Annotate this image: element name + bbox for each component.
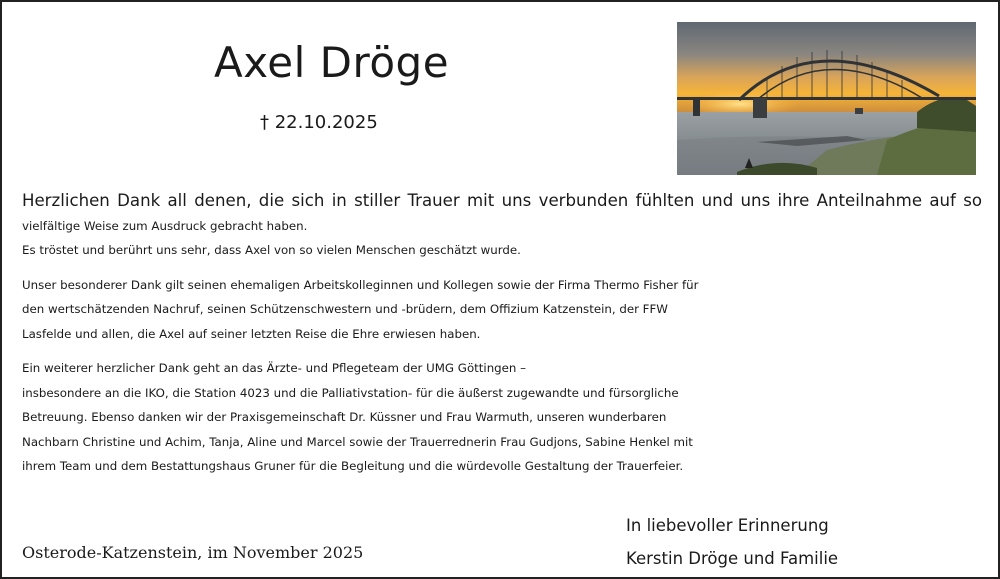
text-line: den wertschätzenden Nachruf, seinen Schützenschwestern und -brüdern, dem Offizium Katzenstein, der FFW	[22, 302, 668, 316]
text-line: Betreuung. Ebenso danken wir der Praxisgemeinschaft Dr. Küssner und Frau Warmuth, unseren wunderbaren	[22, 410, 667, 424]
text-line: insbesondere an die IKO, die Station 4023 und die Palliativstation- für die äußerst zugewandte und fürsorgliche	[22, 385, 679, 400]
bridge-sunset-photo	[677, 22, 976, 175]
text-line: Herzlichen Dank all denen, die sich in stiller Trauer mit uns verbunden fühlten und uns ihre Anteilnahme auf so	[22, 191, 982, 210]
thank-you-text	[22, 189, 982, 489]
paragraph-colleagues	[22, 273, 982, 347]
text-line: Unser besonderer Dank gilt seinen ehemaligen Arbeitskolleginnen und Kollegen sowie der Firma Thermo Fisher für	[22, 277, 699, 292]
text-line: vielfältige Weise zum Ausdruck gebracht haben.	[22, 218, 308, 233]
deceased-name: Axel Dröge	[214, 38, 450, 87]
text-line: Lasfelde und allen, die Axel auf seiner letzten Reise die Ehre erwiesen haben.	[22, 326, 481, 341]
text-line: Ein weiterer herzlicher Dank geht an das Ärzte- und Pflegeteam der UMG Göttingen –	[22, 361, 527, 375]
place-date: Osterode-Katzenstein, im November 2025	[22, 543, 364, 562]
text-line: Es tröstet und berührt uns sehr, dass Axel von so vielen Menschen geschätzt wurde.	[22, 243, 521, 257]
signature: Kerstin Dröge und Familie	[626, 549, 839, 568]
signature-block	[626, 509, 838, 575]
closing-line: In liebevoller Erinnerung	[626, 516, 829, 535]
text-line: Nachbarn Christine und Achim, Tanja, Aline und Marcel sowie der Trauerrednerin Frau Gudjons, Sabine Henkel mit	[22, 434, 693, 449]
death-date: † 22.10.2025	[260, 112, 378, 133]
paragraph-thanks	[22, 189, 982, 263]
paragraph-medical-team	[22, 356, 982, 479]
text-line: ihrem Team und dem Bestattungshaus Gruner für die Begleitung und die würdevolle Gestaltung der Trauerfeier.	[22, 459, 684, 473]
